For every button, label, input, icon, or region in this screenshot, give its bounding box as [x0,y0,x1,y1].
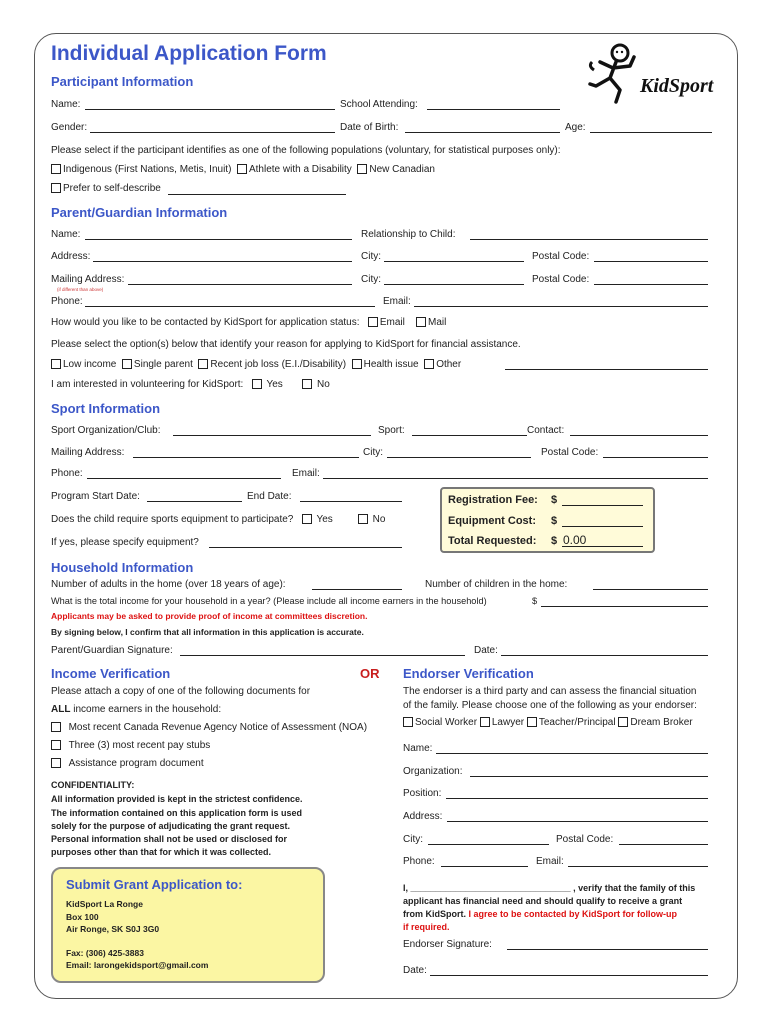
equipment-row [51,514,385,525]
guardian-email-label: Email: [383,296,411,307]
sport-phone-label: Phone: [51,468,83,479]
income-verif-line2: income earners in the household: [73,704,222,715]
volunteer-no-checkbox[interactable] [302,379,312,389]
confirm-text: By signing below, I confirm that all information in this application is accurate. [51,627,364,637]
volunteer-yes-label: Yes [266,379,283,390]
assist-checkbox[interactable] [51,758,61,768]
endorser-name-field[interactable] [436,753,708,754]
guardian-name-field[interactable] [85,239,352,240]
lawyer-checkbox[interactable] [480,717,490,727]
sport-email-label: Email: [292,468,320,479]
guardian-signature-label: Parent/Guardian Signature: [51,645,173,656]
household-heading: Household Information [51,560,194,575]
reg-fee-label: Registration Fee: [448,494,538,506]
guardian-signature-field[interactable] [180,655,465,656]
endorser-org-label: Organization: [403,766,463,777]
confidentiality-line: Personal information shall not be used or disclosed for [51,834,288,844]
endorser-position-field[interactable] [446,798,708,799]
kidsport-logo [580,42,716,106]
reasons-row [51,359,461,370]
equip-cost-field[interactable] [562,526,643,527]
gender-field[interactable] [90,132,335,133]
sport-field[interactable] [412,435,527,436]
low-income-label: Low income [63,359,117,370]
contact-prompt-row [51,317,446,328]
guardian-heading: Parent/Guardian Information [51,205,228,220]
confidentiality-heading: CONFIDENTIALITY: [51,780,135,790]
age-field[interactable] [590,132,712,133]
stubs-label: Three (3) most recent pay stubs [68,740,211,751]
form-title: Individual Application Form [51,42,327,65]
self-describe-checkbox[interactable] [51,183,61,193]
submit-email[interactable]: Email: larongekidsport@gmail.com [66,960,209,970]
specify-equipment-label: If yes, please specify equipment? [51,537,199,548]
guardian-city-field[interactable] [384,261,524,262]
end-date-field[interactable] [300,501,402,502]
endorser-email-field[interactable] [568,866,708,867]
athlete-checkbox[interactable] [237,164,247,174]
endorser-city-label: City: [403,834,423,845]
athlete-label: Athlete with a Disability [248,164,352,175]
noa-label: Most recent Canada Revenue Agency Notice of Assessment (NOA) [68,722,368,733]
svg-text:KidSport: KidSport [640,75,714,97]
populations-prompt: Please select if the participant identifies as one of the following populations (voluntary, for statistical purposes only): [51,145,561,156]
adults-label: Number of adults in the home (over 18 years of age): [51,579,286,590]
contact-prompt: How would you like to be contacted by KidSport for application status: [51,317,360,328]
total-value[interactable]: 0.00 [563,533,587,547]
mailing-note: (if different than above) [57,287,104,292]
single-parent-label: Single parent [133,359,193,370]
equipment-prompt: Does the child require sports equipment to participate? [51,514,294,525]
indigenous-label: Indigenous (First Nations, Metis, Inuit) [63,164,232,175]
endorser-position-label: Position: [403,788,442,799]
contact-mail-checkbox[interactable] [416,317,426,327]
total-currency: $ [551,535,558,547]
assist-label: Assistance program document [68,758,204,769]
contact-mail-label: Mail [428,317,447,328]
sport-org-label: Sport Organization/Club: [51,425,161,436]
endorser-signature-label: Endorser Signature: [403,939,492,950]
noa-row [51,722,367,733]
all-label: ALL [51,704,71,715]
specify-equipment-field[interactable] [209,547,402,548]
reg-fee-field[interactable] [562,505,643,506]
guardian-date-field[interactable] [501,655,708,656]
income-field[interactable] [541,606,708,607]
contact-email-label: Email [379,317,405,328]
endorser-org-field[interactable] [470,776,708,777]
endorser-signature-field[interactable] [507,949,708,950]
endorser-desc1: The endorser is a third party and can assess the financial situation [403,686,697,697]
health-label: Health issue [363,359,419,370]
new-canadian-checkbox[interactable] [357,164,367,174]
dream-broker-label: Dream Broker [630,717,693,728]
participant-name-field[interactable] [85,109,335,110]
guardian-postal-field[interactable] [594,261,708,262]
guardian-name-label: Name: [51,229,81,240]
confidentiality-line: purposes other than that for which it was collected. [51,847,272,857]
job-loss-checkbox[interactable] [198,359,208,369]
health-checkbox[interactable] [352,359,362,369]
equip-cost-currency: $ [551,515,558,527]
end-date-label: End Date: [247,491,292,502]
gender-label: Gender: [51,122,88,133]
guardian-mailing-label: Mailing Address: [51,274,125,285]
income-verif-heading: Income Verification [51,666,171,681]
self-describe-row [51,183,161,194]
total-field[interactable] [562,546,643,547]
endorser-desc2: of the family. Please choose one of the following as your endorser: [403,700,697,711]
endorser-name-label: Name: [403,743,433,754]
guardian-date-label: Date: [474,645,498,656]
equipment-no-label: No [372,514,386,525]
submit-heading: Submit Grant Application to: [66,877,243,892]
verify-line1: I, ________________________________ , verify that the family of this [403,883,696,893]
sport-postal-label: Postal Code: [541,447,599,458]
participant-name-label: Name: [51,99,81,110]
income-currency: $ [532,596,538,606]
guardian-postal-label: Postal Code: [532,251,590,262]
relationship-label: Relationship to Child: [361,229,456,240]
lawyer-label: Lawyer [491,717,525,728]
sport-label: Sport: [378,425,405,436]
total-label: Total Requested: [448,535,537,547]
volunteer-no-label: No [317,379,330,390]
guardian-mailing-field[interactable] [128,284,352,285]
equipment-yes-label: Yes [316,514,333,525]
confidentiality-line: All information provided is kept in the strictest confidence. [51,794,303,804]
contact-email-checkbox[interactable] [368,317,378,327]
endorser-phone-label: Phone: [403,856,435,867]
sport-heading: Sport Information [51,401,161,416]
confidentiality-line: solely for the purpose of adjudicating the grant request. [51,821,291,831]
confidentiality-line: The information contained on this application form is used [51,808,303,818]
other-checkbox[interactable] [424,359,434,369]
verify-line4: if required. [403,922,450,932]
submit-address-line: Box 100 [66,912,99,922]
noa-checkbox[interactable] [51,722,61,732]
submit-address-line: Air Ronge, SK S0J 3G0 [66,924,160,934]
sport-org-field[interactable] [173,435,371,436]
self-describe-field[interactable] [168,194,346,195]
endorser-phone-field[interactable] [441,866,528,867]
endorser-email-label: Email: [536,856,564,867]
sport-email-field[interactable] [323,478,708,479]
guardian-city-label: City: [361,251,381,262]
endorser-address-label: Address: [403,811,443,822]
guardian-phone-field[interactable] [85,306,375,307]
guardian-email-field[interactable] [414,306,708,307]
adults-field[interactable] [312,589,402,590]
verify-line3a: from KidSport. [403,909,466,919]
teacher-label: Teacher/Principal [538,717,616,728]
guardian-city2-label: City: [361,274,381,285]
dob-label: Date of Birth: [340,122,399,133]
start-date-field[interactable] [147,501,242,502]
endorser-options-row [403,717,693,728]
social-worker-label: Social Worker [415,717,478,728]
endorser-address-field[interactable] [447,821,708,822]
dream-broker-checkbox[interactable] [618,717,628,727]
dob-field[interactable] [405,132,560,133]
guardian-postal2-field[interactable] [594,284,708,285]
guardian-postal2-label: Postal Code: [532,274,590,285]
reasons-prompt: Please select the option(s) below that identify your reason for applying to KidSport for financial assistance. [51,339,521,350]
income-verif-line2-row [51,704,221,715]
endorser-heading: Endorser Verification [403,666,534,681]
social-worker-checkbox[interactable] [403,717,413,727]
endorser-city-field[interactable] [428,844,549,845]
sport-mailing-label: Mailing Address: [51,447,125,458]
assist-row [51,758,204,769]
school-field[interactable] [427,109,560,110]
sport-contact-label: Contact: [527,425,565,436]
stubs-row [51,740,210,751]
relationship-field[interactable] [470,239,708,240]
job-loss-label: Recent job loss (E.I./Disability) [210,359,347,370]
income-verif-line1: Please attach a copy of one of the following documents for [51,686,311,697]
other-label: Other [436,359,462,370]
children-label: Number of children in the home: [425,579,568,590]
populations-row [51,164,435,175]
sport-city-field[interactable] [387,457,531,458]
verify-line3b: I agree to be contacted by KidSport for follow-up [468,909,678,919]
sport-postal-field[interactable] [603,457,708,458]
age-label: Age: [565,122,586,133]
guardian-address-field[interactable] [93,261,352,262]
other-reason-field[interactable] [505,369,708,370]
verify-line3 [403,909,677,919]
sport-mailing-field[interactable] [133,457,359,458]
or-label: OR [360,666,380,681]
volunteer-prompt: I am interested in volunteering for KidSport: [51,379,244,390]
participant-heading: Participant Information [51,74,194,89]
school-label: School Attending: [340,99,418,110]
proof-note: Applicants may be asked to provide proof of income at committees discretion. [51,611,368,621]
new-canadian-label: New Canadian [369,164,435,175]
self-describe-label: Prefer to self-describe [63,183,161,194]
endorser-date-label: Date: [403,965,427,976]
income-label: What is the total income for your household in a year? (Please include all income earners in the household) [51,596,487,606]
guardian-phone-label: Phone: [51,296,83,307]
volunteer-row [51,379,330,390]
sport-city-label: City: [363,447,383,458]
low-income-checkbox[interactable] [51,359,61,369]
reg-fee-currency: $ [551,494,558,506]
indigenous-checkbox[interactable] [51,164,61,174]
equip-cost-label: Equipment Cost: [448,515,536,527]
endorser-date-field[interactable] [430,975,708,976]
endorser-postal-label: Postal Code: [556,834,614,845]
submit-fax: Fax: (306) 425-3883 [66,948,144,958]
verify-line2: applicant has financial need and should qualify to receive a grant [403,896,683,906]
equipment-yes-checkbox[interactable] [302,514,312,524]
guardian-address-label: Address: [51,251,91,262]
submit-address-line: KidSport La Ronge [66,899,143,909]
endorser-postal-field[interactable] [619,844,708,845]
equipment-no-checkbox[interactable] [358,514,368,524]
children-field[interactable] [593,589,708,590]
guardian-city2-field[interactable] [384,284,524,285]
stubs-checkbox[interactable] [51,740,61,750]
start-date-label: Program Start Date: [51,491,140,502]
volunteer-yes-checkbox[interactable] [252,379,262,389]
sport-phone-field[interactable] [87,478,281,479]
teacher-checkbox[interactable] [527,717,537,727]
sport-contact-field[interactable] [570,435,708,436]
single-parent-checkbox[interactable] [122,359,132,369]
